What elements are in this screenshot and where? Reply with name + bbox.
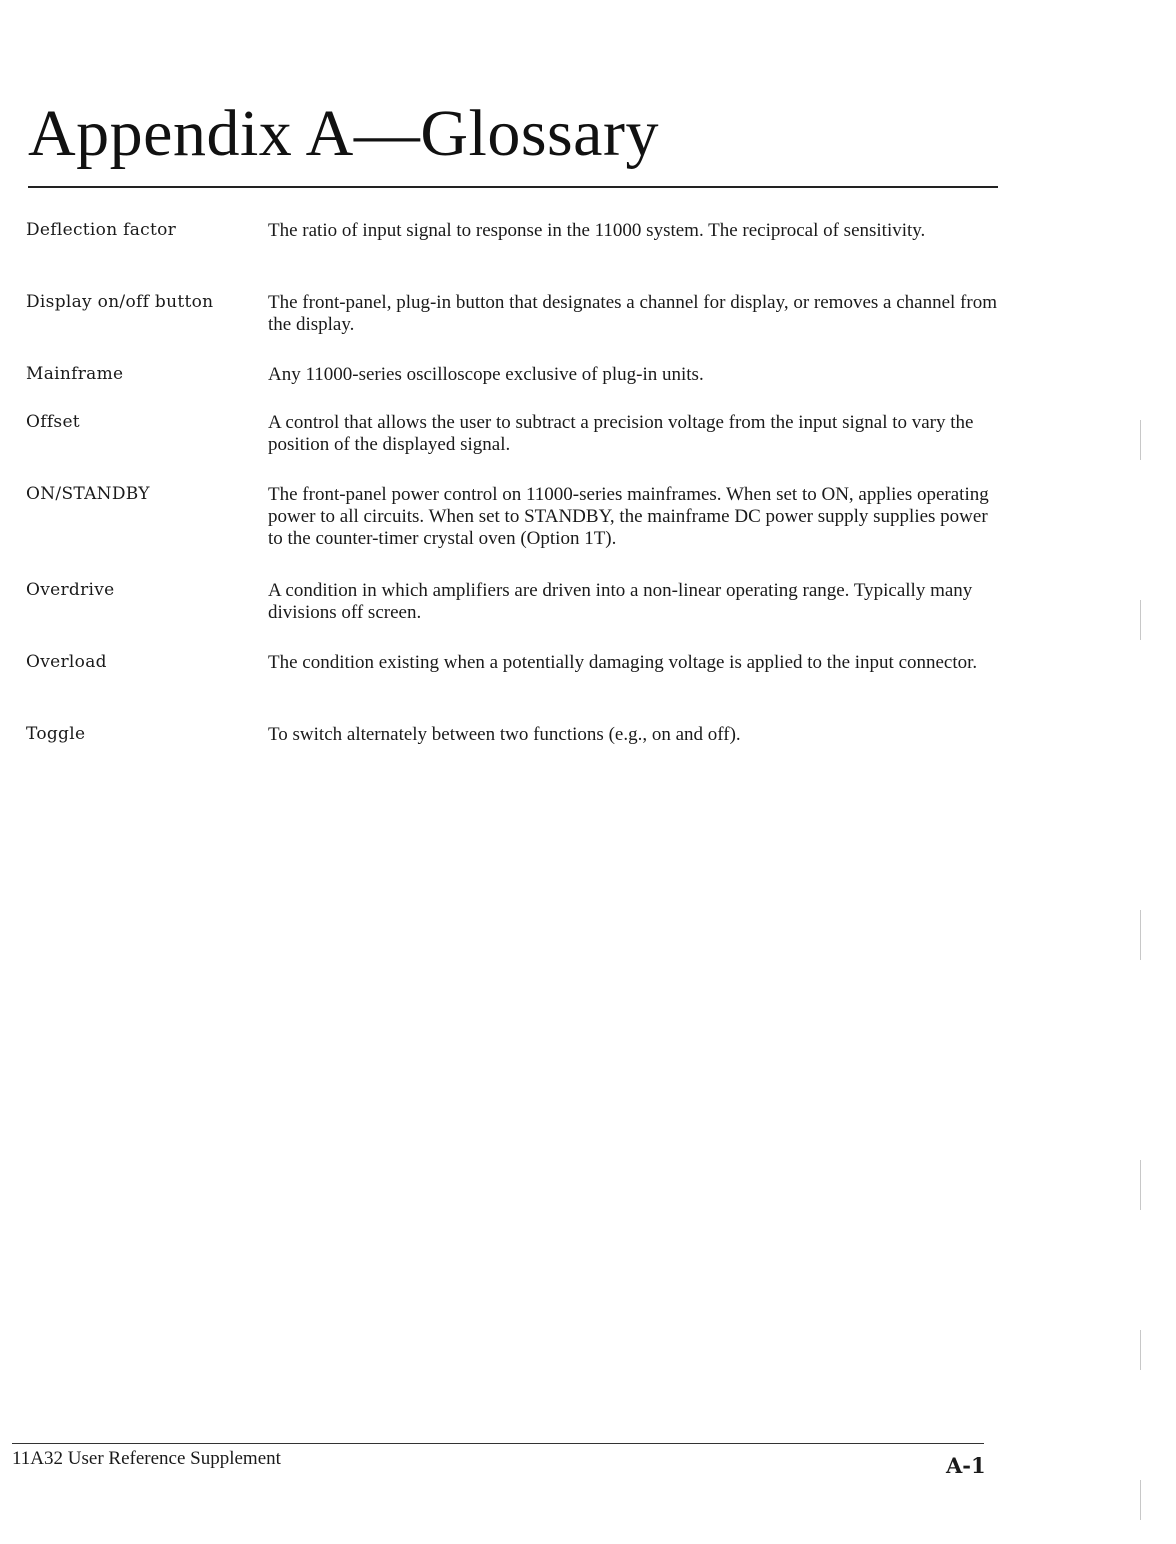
scan-edge-mark [1140, 1480, 1141, 1520]
glossary-definition: The front-panel, plug-in button that designates a channel for display, or removes a channel from the display. [268, 292, 997, 335]
glossary-definition: Any 11000-series oscilloscope exclusive of plug-in units. [268, 364, 704, 385]
glossary-term: Overdrive [26, 580, 115, 600]
footer-divider [12, 1443, 984, 1444]
glossary-term: Overload [26, 652, 107, 672]
scan-edge-mark [1140, 600, 1141, 640]
footer-page-number: A-1 [946, 1453, 986, 1478]
glossary-definition: To switch alternately between two functions (e.g., on and off). [268, 724, 741, 745]
glossary-term: Deflection factor [26, 220, 177, 240]
glossary-term: Offset [26, 412, 80, 432]
glossary-definition: A condition in which amplifiers are driven into a non-linear operating range. Typically many divisions off screen. [268, 580, 973, 623]
glossary-term: Toggle [26, 724, 86, 744]
page-title: Appendix A—Glossary [28, 97, 659, 170]
glossary-term: Display on/off button [26, 292, 214, 312]
footer-document-name: 11A32 User Reference Supplement [12, 1448, 281, 1469]
scan-edge-mark [1140, 1160, 1141, 1210]
glossary-definition: The ratio of input signal to response in the 11000 system. The reciprocal of sensitivity. [268, 220, 926, 241]
glossary-definition: The front-panel power control on 11000-series mainframes. When set to ON, applies operating power to all circuits. When set to STANDBY, the mainframe DC power supply supplies power to the counter-timer crystal oven (Option 1T). [268, 484, 989, 549]
glossary-definition: The condition existing when a potentially damaging voltage is applied to the input connector. [268, 652, 978, 673]
scan-edge-mark [1140, 1330, 1141, 1370]
scan-edge-mark [1140, 910, 1141, 960]
glossary-term: ON/STANDBY [26, 484, 150, 504]
scan-edge-mark [1140, 420, 1141, 460]
glossary-definition: A control that allows the user to subtract a precision voltage from the input signal to vary the position of the displayed signal. [268, 412, 974, 455]
glossary-term: Mainframe [26, 364, 124, 384]
